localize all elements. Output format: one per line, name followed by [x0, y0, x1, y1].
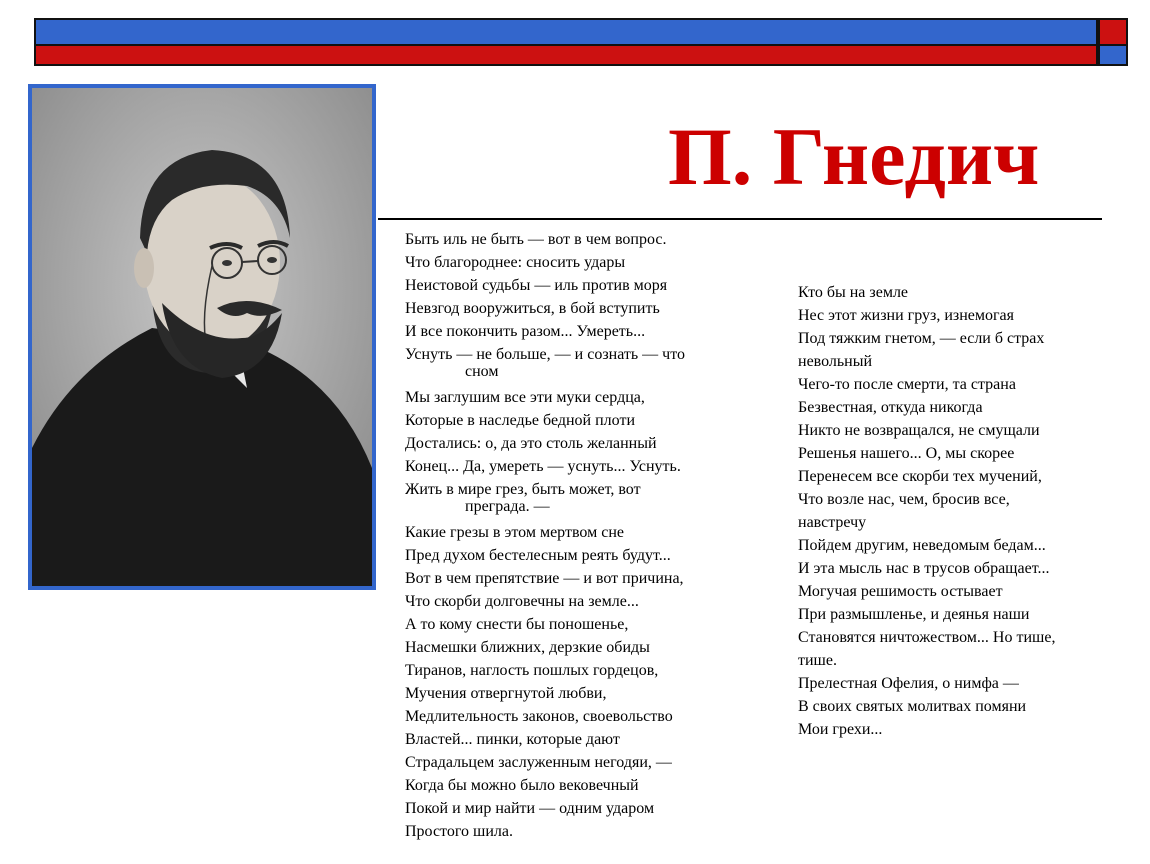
poem-line-continuation: сном	[465, 363, 499, 380]
poem-line: И эта мысль нас в трусов обращает...	[798, 560, 1050, 577]
poem-column-2	[798, 281, 1118, 741]
poem-line: Простого шила.	[405, 823, 513, 840]
poem-line: Когда бы можно было вековечный	[405, 777, 639, 794]
header-square-blue	[1098, 46, 1128, 66]
poem-line: Какие грезы в этом мертвом сне	[405, 524, 624, 541]
poem-line: Кто бы на земле	[798, 284, 909, 301]
poem-line: Быть иль не быть — вот в чем вопрос.	[405, 231, 667, 248]
poem-line: Неистовой судьбы — иль против моря	[405, 277, 668, 294]
poem-line	[405, 346, 775, 380]
poem-column-1	[405, 228, 775, 843]
poem-line: Нес этот жизни груз, изнемогая	[798, 307, 1015, 324]
poem-line: Конец... Да, умереть — уснуть... Уснуть.	[405, 458, 681, 475]
poem-line: Медлительность законов, своевольство	[405, 708, 673, 725]
poem-line: Вот в чем препятствие — и вот причина,	[405, 570, 684, 587]
poem-line: Страдальцем заслуженным негодяи, —	[405, 754, 672, 771]
poem-line: навстречу	[798, 514, 867, 531]
poem-line: Которые в наследье бедной плоти	[405, 412, 636, 429]
header-square-red	[1098, 18, 1128, 46]
poem-line: Под тяжким гнетом, — если б страх	[798, 330, 1045, 347]
poem-line: Решенья нашего... О, мы скорее	[798, 445, 1015, 462]
poem-line: невольный	[798, 353, 873, 370]
poem-line: Пред духом бестелесным реять будут...	[405, 547, 671, 564]
poem-line: Что скорби долговечны на земле...	[405, 593, 639, 610]
poem-line: Безвестная, откуда никогда	[798, 399, 983, 416]
poem-line: Что возле нас, чем, бросив все,	[798, 491, 1010, 508]
poem-line	[405, 481, 775, 515]
poem-line: Пойдем другим, неведомым бедам...	[798, 537, 1046, 554]
poem-line: Прелестная Офелия, о нимфа —	[798, 675, 1019, 692]
poem-line-text: Уснуть — не больше, — и сознать — что	[405, 346, 686, 363]
poem-line: А то кому снести бы поношенье,	[405, 616, 629, 633]
poem-line: Что благороднее: сносить удары	[405, 254, 626, 271]
title-divider	[378, 218, 1102, 220]
poem-line: И все покончить разом... Умереть...	[405, 323, 646, 340]
poem-line: Мои грехи...	[798, 721, 883, 738]
poem-line: Перенесем все скорби тех мучений,	[798, 468, 1042, 485]
poem-line: При размышленье, и деянья наши	[798, 606, 1030, 623]
poem-line: Тиранов, наглость пошлых гордецов,	[405, 662, 659, 679]
poem-line: тише.	[798, 652, 837, 669]
poem-line: Покой и мир найти — одним ударом	[405, 800, 655, 817]
poem-line: В своих святых молитвах помяни	[798, 698, 1027, 715]
poem-line: Достались: о, да это столь желанный	[405, 435, 657, 452]
author-portrait	[28, 84, 376, 590]
poem-line: Чего-то после смерти, та страна	[798, 376, 1016, 393]
header-bar-red	[34, 46, 1098, 66]
poem-line-continuation: преграда. —	[465, 498, 550, 515]
poem-line: Невзгод вооружиться, в бой вступить	[405, 300, 660, 317]
poem-line: Мучения отвергнутой любви,	[405, 685, 607, 702]
header-bar-blue	[34, 18, 1098, 46]
poem-line: Становятся ничтожеством... Но тише,	[798, 629, 1056, 646]
poem-line: Никто не возвращался, не смущали	[798, 422, 1040, 439]
poem-line-text: Жить в мире грез, быть может, вот	[405, 481, 641, 498]
poem-line: Насмешки ближних, дерзкие обиды	[405, 639, 650, 656]
poem-line: Могучая решимость остывает	[798, 583, 1003, 600]
poem-line: Мы заглушим все эти муки сердца,	[405, 389, 645, 406]
poem-line: Властей... пинки, которые дают	[405, 731, 620, 748]
portrait-photo-icon	[32, 88, 372, 586]
page-title: П. Гнедич	[668, 111, 1040, 202]
